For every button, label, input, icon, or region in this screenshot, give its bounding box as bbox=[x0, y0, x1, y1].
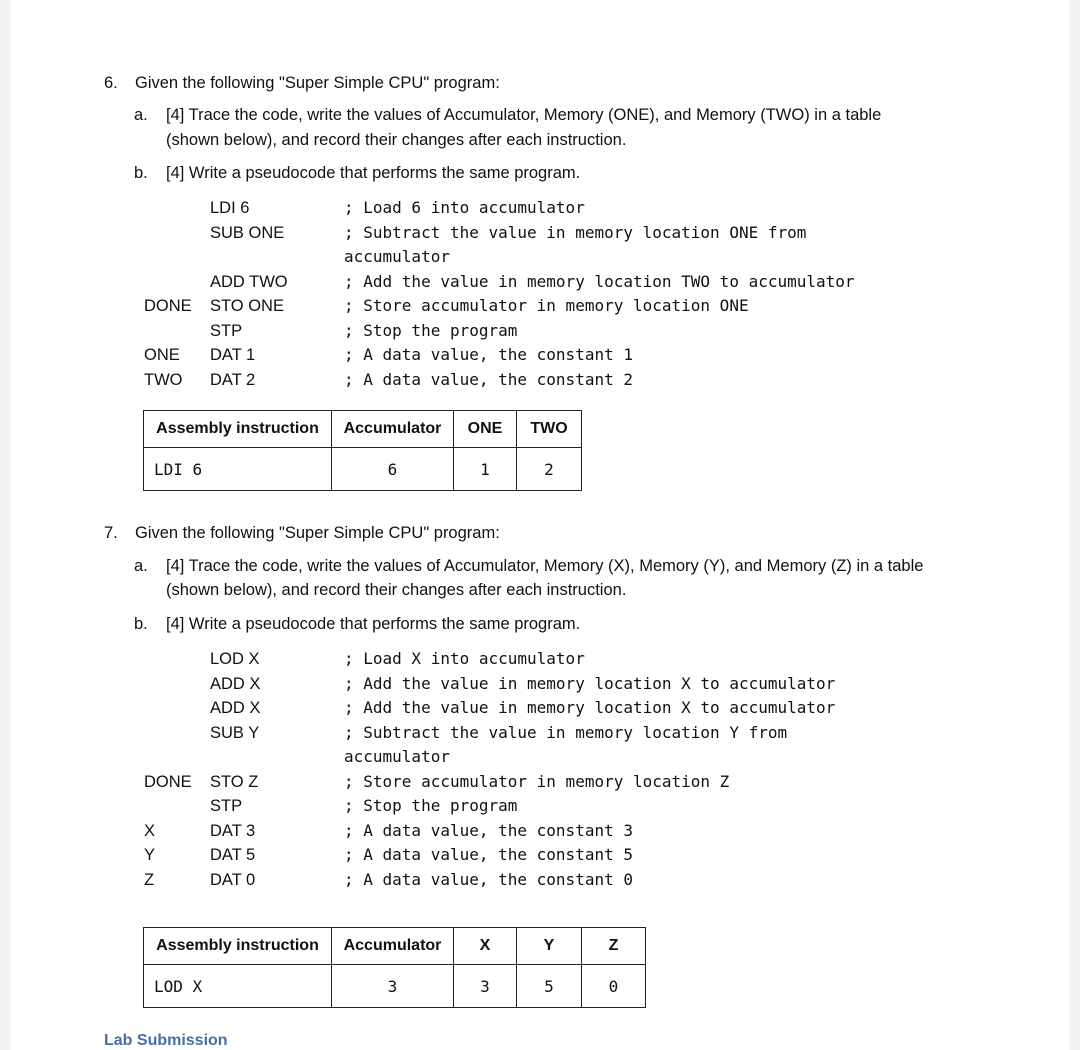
code-instruction: SUB ONE bbox=[210, 224, 285, 242]
code-label: DONE bbox=[144, 297, 192, 315]
q6-header-accumulator: Accumulator bbox=[332, 411, 454, 448]
code-label: X bbox=[144, 822, 156, 840]
code-comment: ; A data value, the constant 0 bbox=[344, 870, 633, 889]
code-label: Z bbox=[144, 871, 155, 889]
q6-b-text: [4] Write a pseudocode that performs the same program. bbox=[166, 164, 581, 182]
code-comment: ; Add the value in memory location X to accumulator bbox=[344, 698, 836, 717]
code-label: ONE bbox=[144, 346, 180, 364]
q7-b-label: b. bbox=[134, 615, 148, 633]
table-row bbox=[144, 965, 646, 1008]
code-comment: ; Store accumulator in memory location ONE bbox=[344, 296, 749, 315]
q7-cell-instruction: LOD X bbox=[144, 965, 332, 1008]
code-instruction: SUB Y bbox=[210, 724, 260, 742]
q7-a-label: a. bbox=[134, 557, 148, 575]
code-comment: accumulator bbox=[344, 747, 450, 766]
document-page bbox=[11, 0, 1069, 1050]
q6-cell-accumulator: 6 bbox=[332, 448, 454, 491]
code-instruction: DAT 1 bbox=[210, 346, 256, 364]
lab-submission-heading: Lab Submission bbox=[104, 1032, 228, 1049]
code-instruction: LDI 6 bbox=[210, 199, 250, 217]
code-comment: ; Stop the program bbox=[344, 796, 518, 815]
code-comment: ; Store accumulator in memory location Z bbox=[344, 772, 730, 791]
q6-header-two: TWO bbox=[517, 411, 582, 448]
code-comment: ; A data value, the constant 3 bbox=[344, 821, 633, 840]
q7-header-instruction: Assembly instruction bbox=[144, 928, 332, 965]
code-comment: ; Subtract the value in memory location Y from bbox=[344, 723, 788, 742]
table-row bbox=[144, 448, 582, 491]
code-comment: ; Load 6 into accumulator bbox=[344, 198, 585, 217]
q6-number: 6. bbox=[104, 74, 118, 92]
code-instruction: ADD X bbox=[210, 675, 261, 693]
code-comment: ; A data value, the constant 2 bbox=[344, 370, 633, 389]
q6-cell-one: 1 bbox=[454, 448, 517, 491]
code-instruction: STO Z bbox=[210, 773, 259, 791]
q7-number: 7. bbox=[104, 524, 118, 542]
q7-cell-z: 0 bbox=[582, 965, 646, 1008]
q7-header-x: X bbox=[454, 928, 517, 965]
q6-cell-instruction: LDI 6 bbox=[144, 448, 332, 491]
code-comment: ; Load X into accumulator bbox=[344, 649, 585, 668]
q7-header-y: Y bbox=[517, 928, 582, 965]
q7-cell-y: 5 bbox=[517, 965, 582, 1008]
q7-b-text: [4] Write a pseudocode that performs the same program. bbox=[166, 615, 581, 633]
code-instruction: STP bbox=[210, 322, 243, 340]
q6-header-instruction: Assembly instruction bbox=[144, 411, 332, 448]
code-instruction: DAT 2 bbox=[210, 371, 256, 389]
q7-cell-x: 3 bbox=[454, 965, 517, 1008]
code-comment: ; A data value, the constant 1 bbox=[344, 345, 633, 364]
code-label: DONE bbox=[144, 773, 192, 791]
q7-header-z: Z bbox=[582, 928, 646, 965]
q7-stem: Given the following "Super Simple CPU" program: bbox=[135, 524, 500, 542]
code-instruction: LOD X bbox=[210, 650, 260, 668]
code-comment: ; A data value, the constant 5 bbox=[344, 845, 633, 864]
q6-a-line1: [4] Trace the code, write the values of Accumulator, Memory (ONE), and Memory (TWO) in a table bbox=[166, 106, 882, 124]
code-instruction: STP bbox=[210, 797, 243, 815]
code-label: TWO bbox=[144, 371, 183, 389]
q6-a-line2: (shown below), and record their changes after each instruction. bbox=[166, 131, 627, 149]
code-instruction: DAT 0 bbox=[210, 871, 256, 889]
q6-b-label: b. bbox=[134, 164, 148, 182]
code-comment: ; Add the value in memory location X to accumulator bbox=[344, 674, 836, 693]
q6-table-header-row bbox=[144, 411, 582, 448]
code-comment: ; Add the value in memory location TWO to accumulator bbox=[344, 272, 855, 291]
code-label: Y bbox=[144, 846, 156, 864]
q6-stem: Given the following "Super Simple CPU" program: bbox=[135, 74, 500, 92]
code-comment: ; Subtract the value in memory location ONE from bbox=[344, 223, 807, 242]
q7-a-line2: (shown below), and record their changes after each instruction. bbox=[166, 581, 627, 599]
q6-trace-table bbox=[143, 410, 582, 491]
q6-cell-two: 2 bbox=[517, 448, 582, 491]
q7-table-header-row bbox=[144, 928, 646, 965]
code-instruction: STO ONE bbox=[210, 297, 284, 315]
q7-a-line1: [4] Trace the code, write the values of Accumulator, Memory (X), Memory (Y), and Memory (Z) in a table bbox=[166, 557, 924, 575]
code-instruction: DAT 3 bbox=[210, 822, 256, 840]
q6-header-one: ONE bbox=[454, 411, 517, 448]
code-instruction: ADD X bbox=[210, 699, 261, 717]
code-instruction: ADD TWO bbox=[210, 273, 288, 291]
q7-header-accumulator: Accumulator bbox=[332, 928, 454, 965]
code-comment: accumulator bbox=[344, 247, 450, 266]
q7-trace-table bbox=[143, 927, 646, 1008]
code-instruction: DAT 5 bbox=[210, 846, 256, 864]
code-comment: ; Stop the program bbox=[344, 321, 518, 340]
q6-a-label: a. bbox=[134, 106, 148, 124]
q7-cell-accumulator: 3 bbox=[332, 965, 454, 1008]
